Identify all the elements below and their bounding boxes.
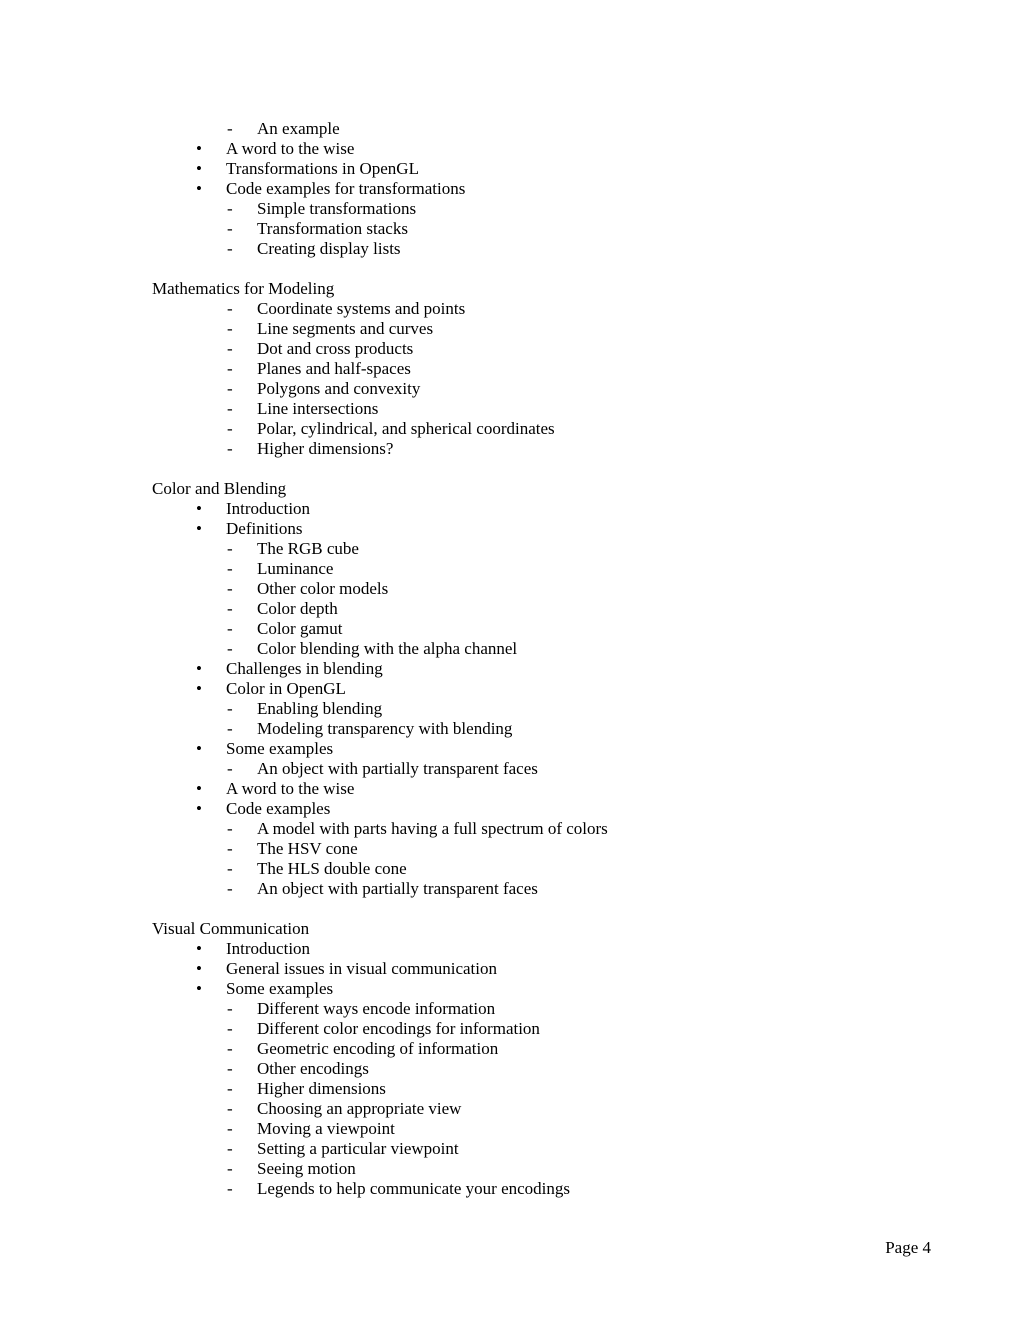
section-transformations-continued: [152, 119, 990, 259]
outline-item: [152, 799, 990, 819]
dash-marker: -: [227, 239, 233, 258]
dash-marker: -: [227, 719, 233, 738]
bullet-marker: •: [196, 139, 202, 158]
outline-item: [152, 1019, 990, 1039]
outline-item-text: Simple transformations: [257, 199, 417, 218]
dash-marker: -: [227, 339, 233, 358]
section-mathematics-for-modeling: [152, 279, 990, 459]
dash-marker: -: [227, 579, 233, 598]
outline-item: [152, 879, 990, 899]
outline-item: [152, 1099, 990, 1119]
outline-item: [152, 1119, 990, 1139]
outline-item-text: A model with parts having a full spectrum of colors: [257, 819, 608, 838]
section-heading: Mathematics for Modeling: [152, 279, 335, 298]
outline-item: [152, 979, 990, 999]
bullet-marker: •: [196, 519, 202, 538]
outline-item-text: Other color models: [257, 579, 389, 598]
outline-item: [152, 859, 990, 879]
outline-item-text: Different ways encode information: [257, 999, 496, 1018]
outline-item-text: Other encodings: [257, 1059, 369, 1078]
outline-item: [152, 679, 990, 699]
dash-marker: -: [227, 619, 233, 638]
outline-item: [152, 1179, 990, 1199]
bullet-marker: •: [196, 679, 202, 698]
dash-marker: -: [227, 299, 233, 318]
outline-item-text: Some examples: [226, 739, 334, 758]
outline-item-text: Seeing motion: [257, 1159, 356, 1178]
dash-marker: -: [227, 1179, 233, 1198]
outline-item: [152, 399, 990, 419]
bullet-marker: •: [196, 799, 202, 818]
dash-marker: -: [227, 1059, 233, 1078]
outline-item-text: Introduction: [226, 499, 311, 518]
section-color-and-blending: [152, 479, 990, 899]
outline-item-text: General issues in visual communication: [226, 959, 497, 978]
outline-item-text: Different color encodings for information: [257, 1019, 540, 1038]
bullet-marker: •: [196, 979, 202, 998]
outline-item: [152, 699, 990, 719]
outline-item-text: A word to the wise: [226, 779, 355, 798]
outline-item-text: Higher dimensions?: [257, 439, 394, 458]
dash-marker: -: [227, 999, 233, 1018]
outline-item-text: Challenges in blending: [226, 659, 383, 678]
section-heading: Visual Communication: [152, 919, 310, 938]
outline-item: [152, 819, 990, 839]
dash-marker: -: [227, 219, 233, 238]
bullet-marker: •: [196, 179, 202, 198]
outline-item: [152, 119, 990, 139]
outline-item: [152, 1159, 990, 1179]
outline-item-text: Legends to help communicate your encodings: [257, 1179, 570, 1198]
outline-item-text: Dot and cross products: [257, 339, 414, 358]
outline-item: [152, 999, 990, 1019]
outline-item-text: Coordinate systems and points: [257, 299, 466, 318]
outline-item-text: The HLS double cone: [257, 859, 407, 878]
bullet-marker: •: [196, 939, 202, 958]
outline-item-text: Higher dimensions: [257, 1079, 386, 1098]
dash-marker: -: [227, 1139, 233, 1158]
outline-item: [152, 739, 990, 759]
outline-item-text: Color gamut: [257, 619, 343, 638]
outline-item: [152, 579, 990, 599]
outline-item-text: Line segments and curves: [257, 319, 434, 338]
outline-item: [152, 519, 990, 539]
outline-item: [152, 199, 990, 219]
outline-item-text: Enabling blending: [257, 699, 383, 718]
dash-marker: -: [227, 1039, 233, 1058]
outline-item: [152, 499, 990, 519]
outline-item: [152, 959, 990, 979]
outline-item: [152, 619, 990, 639]
dash-marker: -: [227, 599, 233, 618]
outline-item: [152, 179, 990, 199]
outline-item: [152, 779, 990, 799]
dash-marker: -: [227, 379, 233, 398]
outline-item-text: Some examples: [226, 979, 334, 998]
dash-marker: -: [227, 439, 233, 458]
outline-item-text: Definitions: [226, 519, 303, 538]
outline-item-text: Transformations in OpenGL: [226, 159, 419, 178]
dash-marker: -: [227, 199, 233, 218]
outline-item: [152, 659, 990, 679]
page-number: Page 4: [885, 1238, 931, 1257]
outline-item: [152, 639, 990, 659]
dash-marker: -: [227, 1119, 233, 1138]
outline-item-text: An example: [257, 119, 340, 138]
outline-item: [152, 239, 990, 259]
dash-marker: -: [227, 819, 233, 838]
outline-item: [152, 599, 990, 619]
dash-marker: -: [227, 1099, 233, 1118]
outline-item: [152, 1139, 990, 1159]
outline-item-text: Planes and half-spaces: [257, 359, 411, 378]
outline-item: [152, 159, 990, 179]
dash-marker: -: [227, 859, 233, 878]
outline-item-text: An object with partially transparent faces: [257, 759, 538, 778]
outline-item: [152, 839, 990, 859]
outline-item: [152, 219, 990, 239]
outline-item: [152, 939, 990, 959]
outline-item-text: Color in OpenGL: [226, 679, 346, 698]
outline-item-text: A word to the wise: [226, 139, 355, 158]
outline-item: [152, 759, 990, 779]
dash-marker: -: [227, 319, 233, 338]
outline-item-text: An object with partially transparent faces: [257, 879, 538, 898]
dash-marker: -: [227, 399, 233, 418]
outline-item-text: Code examples: [226, 799, 331, 818]
outline-item-text: Setting a particular viewpoint: [257, 1139, 459, 1158]
outline-item: [152, 439, 990, 459]
outline-item-text: Color depth: [257, 599, 338, 618]
dash-marker: -: [227, 639, 233, 658]
dash-marker: -: [227, 419, 233, 438]
dash-marker: -: [227, 839, 233, 858]
outline-item: [152, 339, 990, 359]
outline-item-text: Choosing an appropriate view: [257, 1099, 462, 1118]
outline-item-text: Introduction: [226, 939, 311, 958]
bullet-marker: •: [196, 659, 202, 678]
bullet-marker: •: [196, 779, 202, 798]
outline-item: [152, 559, 990, 579]
dash-marker: -: [227, 1159, 233, 1178]
outline-item-text: Luminance: [257, 559, 334, 578]
outline-item: [152, 139, 990, 159]
outline-item-text: The RGB cube: [257, 539, 359, 558]
section-heading: Color and Blending: [152, 479, 287, 498]
bullet-marker: •: [196, 739, 202, 758]
bullet-marker: •: [196, 499, 202, 518]
dash-marker: -: [227, 879, 233, 898]
dash-marker: -: [227, 759, 233, 778]
dash-marker: -: [227, 559, 233, 578]
outline-item: [152, 1079, 990, 1099]
dash-marker: -: [227, 699, 233, 718]
outline-item-text: Geometric encoding of information: [257, 1039, 499, 1058]
outline-item: [152, 1039, 990, 1059]
dash-marker: -: [227, 1079, 233, 1098]
dash-marker: -: [227, 359, 233, 378]
outline-item-text: Modeling transparency with blending: [257, 719, 513, 738]
outline-item: [152, 359, 990, 379]
outline-item: [152, 319, 990, 339]
outline-item-text: Transformation stacks: [257, 219, 408, 238]
page-footer: [885, 1238, 931, 1258]
outline-item: [152, 299, 990, 319]
dash-marker: -: [227, 539, 233, 558]
outline-item-text: Creating display lists: [257, 239, 401, 258]
bullet-marker: •: [196, 159, 202, 178]
dash-marker: -: [227, 1019, 233, 1038]
outline-item: [152, 419, 990, 439]
outline-item-text: Polygons and convexity: [257, 379, 421, 398]
outline-item-text: Moving a viewpoint: [257, 1119, 395, 1138]
dash-marker: -: [227, 119, 233, 138]
outline-item: [152, 1059, 990, 1079]
outline-item-text: Code examples for transformations: [226, 179, 466, 198]
outline-item: [152, 719, 990, 739]
outline-item: [152, 379, 990, 399]
outline-item-text: Line intersections: [257, 399, 379, 418]
outline-item: [152, 539, 990, 559]
outline-content: [152, 119, 990, 1199]
bullet-marker: •: [196, 959, 202, 978]
outline-item-text: Polar, cylindrical, and spherical coordinates: [257, 419, 555, 438]
section-visual-communication: [152, 919, 990, 1199]
outline-item-text: Color blending with the alpha channel: [257, 639, 518, 658]
outline-item-text: The HSV cone: [257, 839, 358, 858]
